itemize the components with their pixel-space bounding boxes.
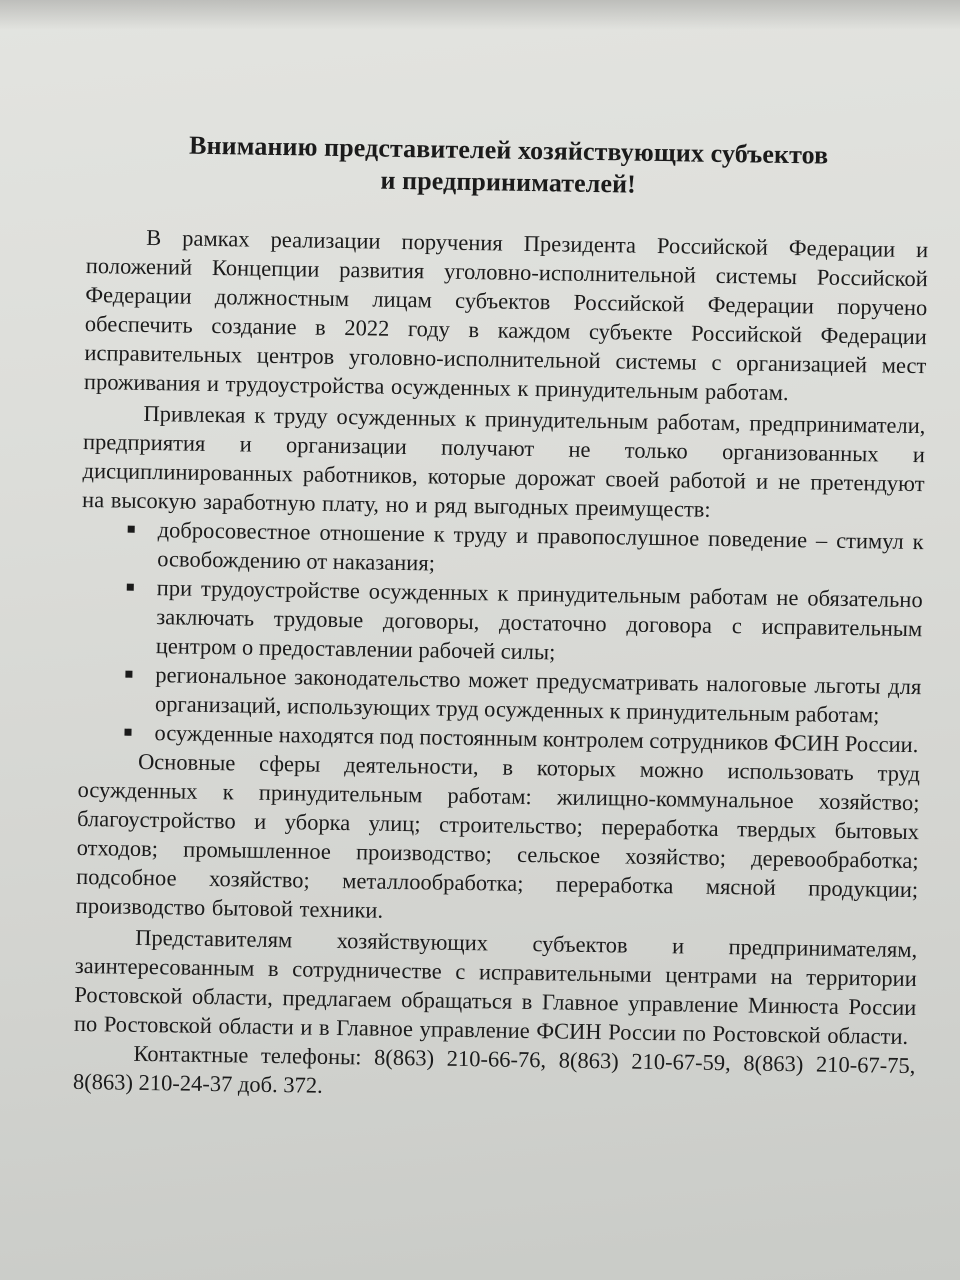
paragraph-spheres: Основные сферы деятельности, в которых можно использовать труд осужденных к принудительным работам: жилищно-коммунальное хозяйство; благоустройство и уборка улиц; строительство; переработка твердых бытовых отходов; промышленное производство; сельское хозяйство; деревообработка; подсобное хозяйство; металлообработка; переработка мясной продукции; производство бытовой техники. [75, 748, 921, 923]
title-line-1: Вниманию представителей хозяйствующих субъектов [188, 130, 829, 170]
list-item-text: при трудоустройстве осужденных к принудительным работам не обязательно заключать трудовые договоры, достаточно договора с исправительным центром о предоставлении рабочей силы; [155, 575, 923, 665]
paragraph-appeal: Представителям хозяйствующих субъектов и предпринимателям, заинтересованным в сотрудничестве с исправительными центрами на территории Ростовской области, предлагаем обращаться в Главное управление Минюста России по Ростовской области и в Главное управление ФСИН России по Ростовской области. [73, 924, 918, 1049]
bullet-square-icon [125, 671, 132, 678]
paragraph-intro: В рамках реализации поручения Президента Российской Федерации и положений Концепции развития уголовно-исполнительной системы Российской Федерации должностным лицам субъектов Российской Федерации поручено обеспечить создание в 2022 году в каждом субъекте Российской Федерации исправительных центров уголовно-исполнительной системы с организацией мест проживания и трудоустройства осужденных к принудительным работам. [83, 224, 929, 406]
list-item-text: добросовестное отношение к труду и правопослушное поведение – стимул к освобождению от наказания; [157, 517, 924, 576]
list-item-text: региональное законодательство может предусматривать налоговые льготы для организаций, использующих труд осужденных к принудительным работам; [154, 662, 922, 728]
page-shadow [0, 0, 960, 30]
benefits-list [78, 514, 924, 759]
title-line-2: и предпринимателей! [380, 165, 637, 199]
document-title [87, 128, 930, 205]
paragraph-benefits: Привлекая к труду осужденных к принудительным работам, предприниматели, предприятия и организации получают не только организованных и дисциплинированных работников, которые дорожат своей работой и не претендуют на высокую заработную плату, но и ряд выгодных преимуществ: [81, 400, 926, 522]
list-item-text: осужденные находятся под постоянным контролем сотрудников ФСИН России. [154, 720, 919, 758]
bullet-square-icon [124, 729, 131, 736]
contact-phones: Контактные телефоны: 8(863) 210-66-76, 8(863) 210-67-59, 8(863) 210-67-75, 8(863) 210-24-37 доб. 372. [72, 1040, 916, 1098]
list-item [122, 573, 923, 673]
bullet-square-icon [128, 526, 135, 533]
document-body [73, 128, 930, 1109]
bullet-square-icon [127, 584, 134, 591]
